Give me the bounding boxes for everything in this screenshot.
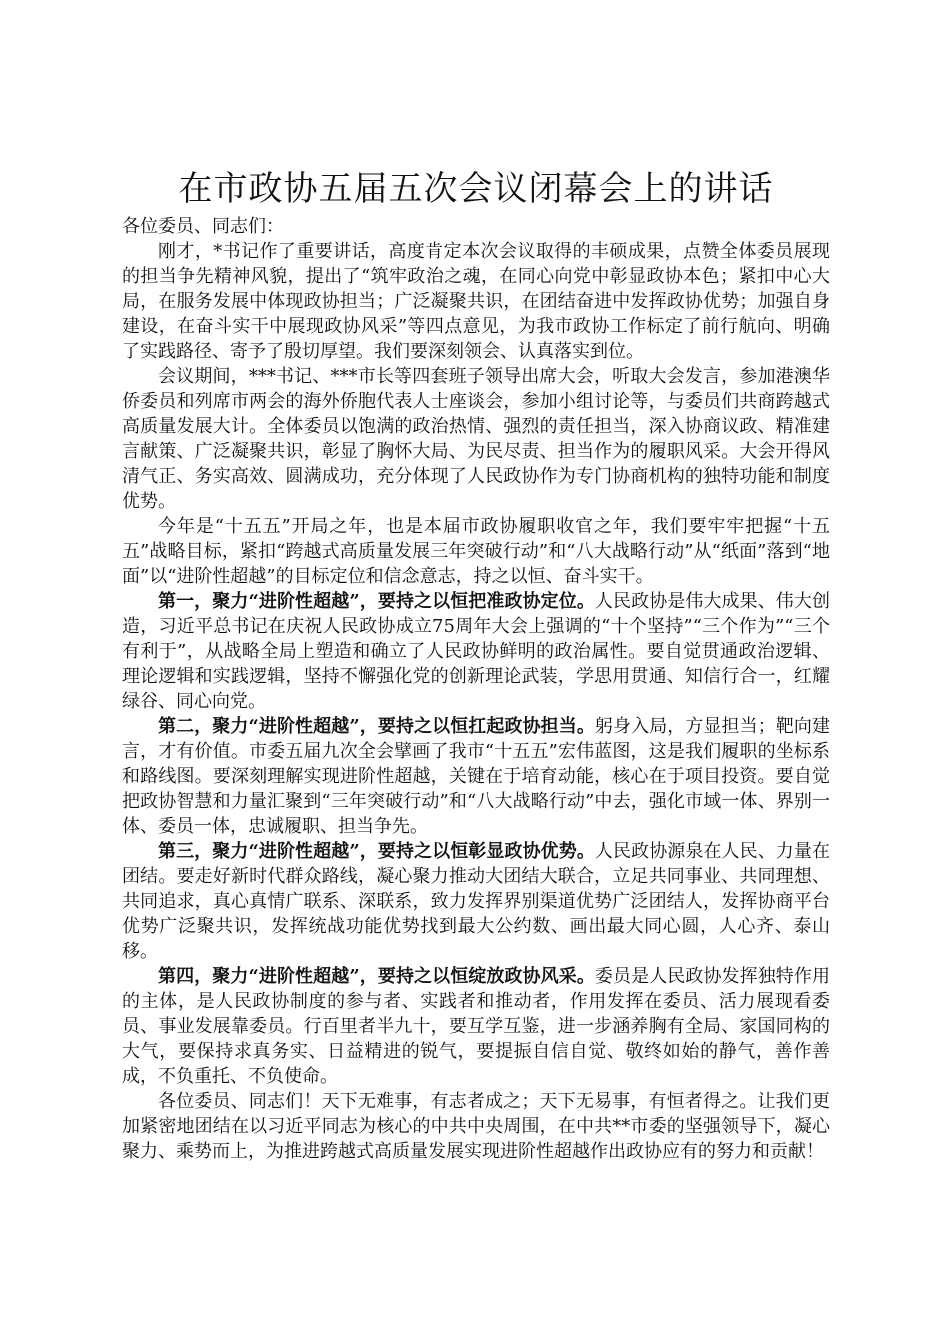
paragraph-lead: 第四，聚力“进阶性超越”，要持之以恒绽放政协风采。 <box>158 966 595 987</box>
paragraph-text: 人民政协源泉在人民、力量在团结。要走好新时代群众路线，凝心聚力推动大团结大联合，立足共同事业、共同理想、共同追求，真心真情广联系、深联系，致力发挥界别渠道优势广泛团结人，发挥协商平台优势广泛聚共识，发挥统战功能优势找到最大公约数、画出最大同心圆，人心齐、泰山移。 <box>122 841 830 962</box>
paragraph-point-2 <box>122 714 830 839</box>
document-title: 在市政协五届五次会议闭幕会上的讲话 <box>178 169 774 209</box>
document-page <box>122 166 830 1164</box>
paragraph-text: 刚才，*书记作了重要讲话，高度肯定本次会议取得的丰硕成果，点赞全体委员展现的担当争先精神风貌，提出了“筑牢政治之魂，在同心向党中彰显政协本色；紧扣中心大局，在服务发展中体现政协担当；广泛凝聚共识，在团结奋进中发挥政协优势；加强自身建设，在奋斗实干中展现政协风采”等四点意见，为我市政协工作标定了前行航向、明确了实践路径、寄予了殷切厚望。我们要深刻领会、认真落实到位。 <box>122 241 830 362</box>
paragraph-text: 委员是人民政协发挥独特作用的主体，是人民政协制度的参与者、实践者和推动者，作用发挥在委员、活力展现看委员、事业发展靠委员。行百里者半九十，要互学互鉴，进一步涵养胸有全局、家国同构的大气，要保持求真务实、日益精进的锐气，要提振自信自觉、敬终如始的静气，善作善成，不负重托、不负使命。 <box>122 966 830 1087</box>
paragraph-point-4 <box>122 964 830 1089</box>
paragraph-lead: 第二，聚力“进阶性超越”，要持之以恒扛起政协担当。 <box>158 716 595 737</box>
paragraph-point-3 <box>122 839 830 964</box>
paragraph-closing <box>122 1089 830 1164</box>
paragraph-lead: 第一，聚力“进阶性超越”，要持之以恒把准政协定位。 <box>158 591 595 612</box>
paragraph-this-year <box>122 514 830 589</box>
paragraph-text: 今年是“十五五”开局之年，也是本届市政协履职收官之年，我们要牢牢把握“十五五”战略目标，紧扣“跨越式高质量发展三年突破行动”和“八大战略行动”从“纸面”落到“地面”以“进阶性超越”的目标定位和信念意志，持之以恒、奋斗实干。 <box>122 516 830 587</box>
salutation: 各位委员、同志们： <box>122 216 284 237</box>
paragraph-meeting-summary <box>122 364 830 514</box>
paragraph-text: 人民政协是伟大成果、伟大创造，习近平总书记在庆祝人民政协成立75周年大会上强调的“十个坚持”“三个作为”“三个有利于”，从战略全局上塑造和确立了人民政协鲜明的政治属性。要自觉贯通政治逻辑、理论逻辑和实践逻辑，坚持不懈强化党的创新理论武装，学思用贯通、知信行合一，红耀绿谷、同心向党。 <box>122 591 830 712</box>
paragraph-text: 会议期间，***书记、***市长等四套班子领导出席大会，听取大会发言，参加港澳华侨委员和列席市两会的海外侨胞代表人士座谈会，参加小组讨论等，与委员们共商跨越式高质量发展大计。全体委员以饱满的政治热情、强烈的责任担当，深入协商议政、精准建言献策、广泛凝聚共识，彰显了胸怀大局、为民尽责、担当作为的履职风采。大会开得风清气正、务实高效、圆满成功，充分体现了人民政协作为专门协商机构的独特功能和制度优势。 <box>122 366 830 512</box>
paragraph-opening <box>122 239 830 364</box>
paragraph-point-1 <box>122 589 830 714</box>
paragraph-lead: 第三，聚力“进阶性超越”，要持之以恒彰显政协优势。 <box>158 841 595 862</box>
paragraph-text: 各位委员、同志们！天下无难事，有志者成之；天下无易事，有恒者得之。让我们更加紧密地团结在以习近平同志为核心的中共中央周围，在中共**市委的坚强领导下，凝心聚力、乘势而上，为推进跨越式高质量发展实现进阶性超越作出政协应有的努力和贡献！ <box>122 1091 830 1162</box>
paragraph-text: 躬身入局，方显担当；靶向建言，才有价值。市委五届九次全会擘画了我市“十五五”宏伟蓝图，这是我们履职的坐标系和路线图。要深刻理解实现进阶性超越，关键在于培育动能，核心在于项目投资。要自觉把政协智慧和力量汇聚到“三年突破行动”和“八大战略行动”中去，强化市域一体、界别一体、委员一体，忠诚履职、担当争先。 <box>122 716 830 837</box>
